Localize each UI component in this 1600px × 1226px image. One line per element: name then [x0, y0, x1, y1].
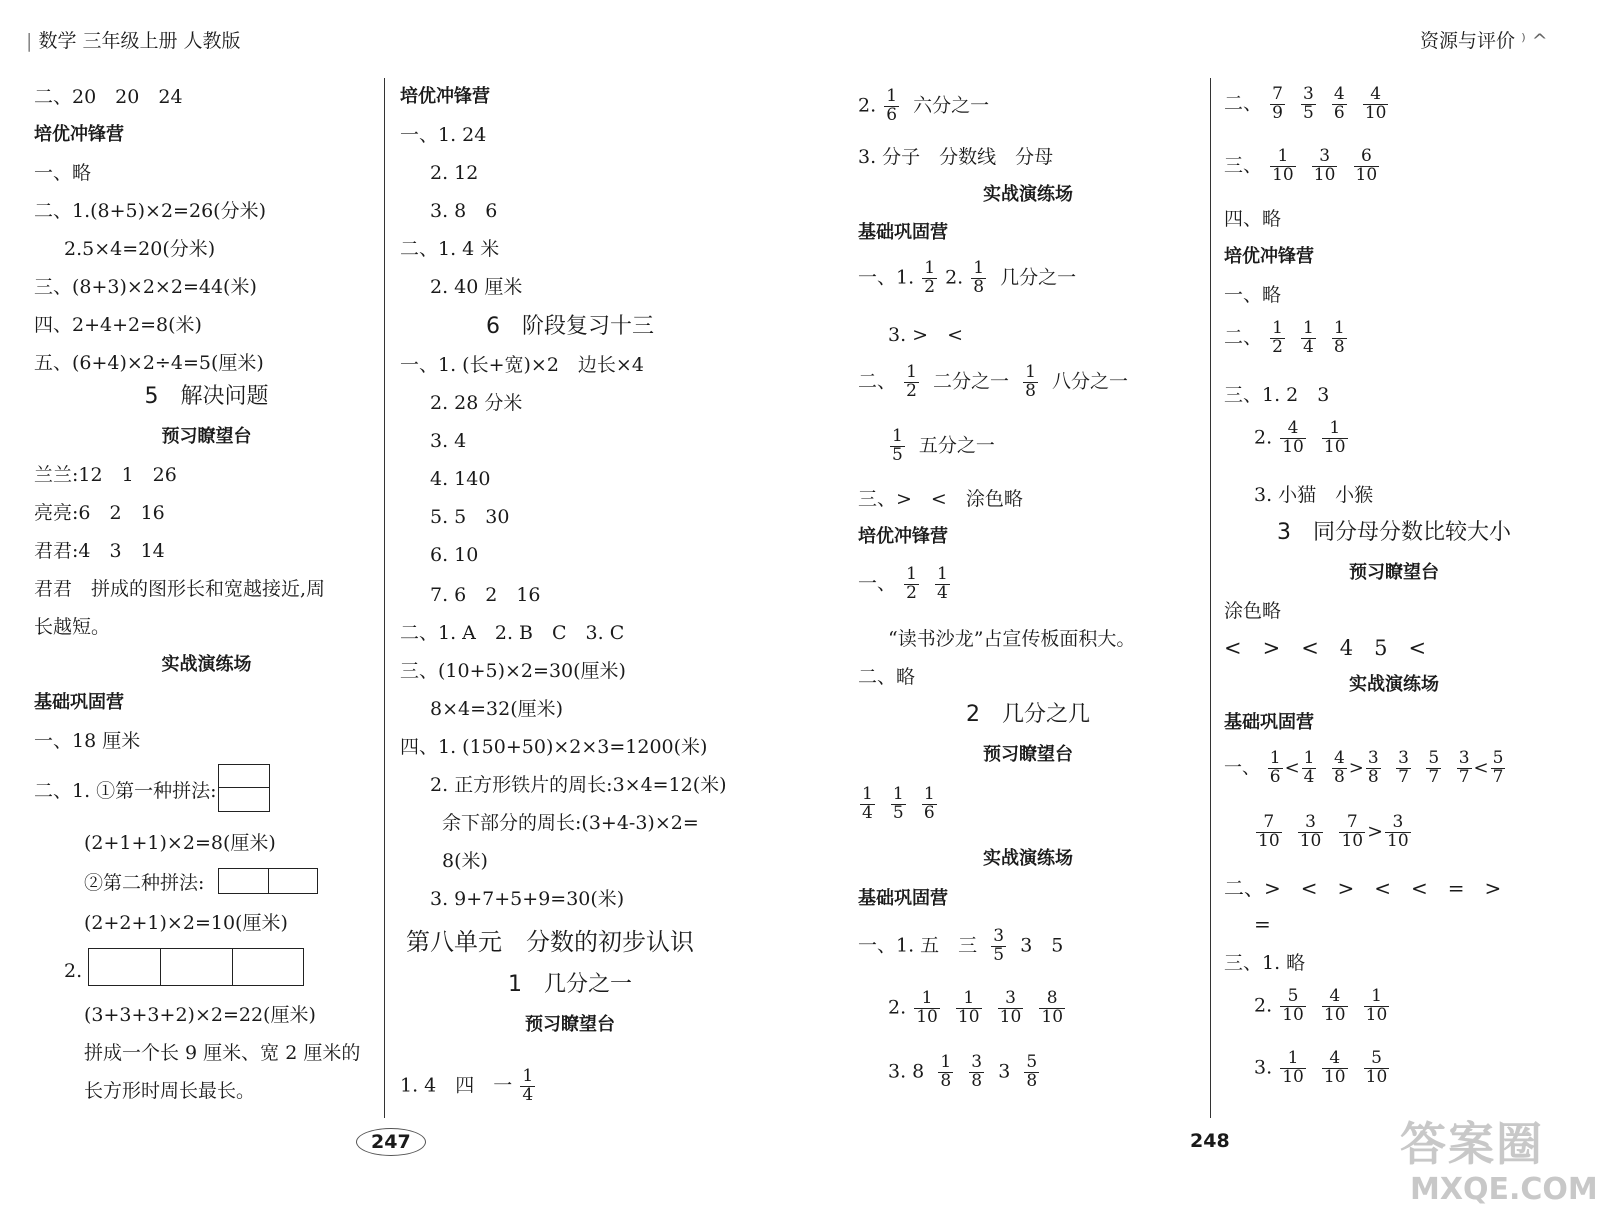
section-label: 实战演练场	[1349, 674, 1439, 695]
fraction: $\frac{3}{10}$	[1299, 812, 1322, 851]
line: 二、> < > < < = >	[1224, 876, 1502, 900]
line: 一、 $\frac{1}{6}$ < $\frac{1}{4}$ $\frac{4}{8}$ > $\frac{3}{8}$ $\frac{3}{7}$ $\frac{5}{7}$ $\frac{3}{7}$ < $\frac{5}{7}$	[1224, 748, 1504, 787]
fraction: $\frac{6}{10}$	[1355, 146, 1378, 185]
fraction: $\frac{3}{10}$	[1313, 146, 1336, 185]
line: 2. $\frac{4}{10}$ $\frac{1}{10}$	[1254, 418, 1346, 457]
line: (2+2+1)×2=10(厘米)	[84, 912, 288, 934]
line: 四、1. (150+50)×2×3=1200(米)	[400, 736, 708, 758]
column-divider-1	[384, 78, 385, 1118]
line: =	[1254, 912, 1271, 936]
line: 3. 4	[430, 430, 467, 452]
line: 8(米)	[442, 850, 488, 872]
fraction: $\frac{3}{8}$	[971, 1052, 983, 1091]
fraction: $\frac{5}{7}$	[1492, 748, 1504, 787]
fraction: $\frac{1}{6}$	[886, 86, 898, 125]
rect-divider	[268, 868, 269, 894]
fraction: $\frac{1}{8}$	[1333, 318, 1345, 357]
header-left: | 数学 三年级上册 人教版	[26, 30, 241, 52]
section-heading: 5 解决问题	[144, 384, 269, 409]
section-label: 预习瞭望台	[1349, 562, 1439, 583]
line: 2. 28 分米	[430, 392, 523, 414]
fraction: $\frac{1}{4}$	[936, 564, 948, 603]
section-label: 基础巩固营	[1224, 712, 1314, 733]
section-label: 预习瞭望台	[525, 1014, 615, 1035]
line: 三、> < 涂色略	[858, 488, 1023, 510]
fraction: $\frac{1}{6}$	[923, 784, 935, 823]
line: 3. $\frac{1}{10}$ $\frac{4}{10}$ $\frac{5}{10}$	[1254, 1048, 1388, 1087]
line: 一、略	[1224, 284, 1282, 306]
fraction: $\frac{1}{10}$	[1272, 146, 1294, 185]
line: 3. > <	[888, 324, 964, 346]
line: 余下部分的周长:(3+4-3)×2=	[442, 812, 699, 834]
fraction: $\frac{1}{2}$	[924, 258, 936, 297]
line: 8×4=32(厘米)	[430, 698, 564, 720]
line: 3. 分子 分数线 分母	[858, 146, 1054, 168]
section-label: 基础巩固营	[858, 222, 948, 243]
rect-divider	[232, 948, 233, 986]
fraction: $\frac{3}{8}$	[1367, 748, 1379, 787]
fraction: $\frac{1}{5}$	[892, 426, 903, 465]
line: 三、(10+5)×2=30(厘米)	[400, 660, 626, 682]
page-number-left: 247	[356, 1128, 426, 1156]
fraction: $\frac{4}{10}$	[1323, 1048, 1346, 1087]
line: 一、 $\frac{1}{2}$ $\frac{1}{4}$	[858, 564, 948, 603]
line: 长方形时周长最长。	[84, 1080, 256, 1102]
fraction: $\frac{5}{10}$	[1365, 1048, 1388, 1087]
fraction: $\frac{1}{8}$	[940, 1052, 952, 1091]
line: 一、1. 24	[400, 124, 487, 146]
line: 君君:4 3 14	[34, 540, 165, 562]
fraction: $\frac{1}{10}$	[957, 988, 980, 1027]
fraction: $\frac{1}{2}$	[906, 564, 917, 603]
section-label: 培优冲锋营	[1224, 246, 1314, 267]
line: (2+1+1)×2=8(厘米)	[84, 832, 276, 854]
line: 2. 正方形铁片的周长:3×4=12(米)	[430, 774, 727, 796]
line: “读书沙龙”占宣传板面积大。	[888, 628, 1136, 650]
fraction: $\frac{4}{8}$	[1333, 748, 1345, 787]
line: 一、1. (长+宽)×2 边长×4	[400, 354, 644, 376]
line: 亮亮:6 2 16	[34, 502, 165, 524]
watermark-logo: 答案圈	[1400, 1117, 1544, 1171]
line: 二、1. A 2. B C 3. C	[400, 622, 625, 644]
fraction: $\frac{5}{8}$	[1026, 1052, 1038, 1091]
section-label: 培优冲锋营	[34, 124, 124, 145]
line: 拼成一个长 9 厘米、宽 2 厘米的	[84, 1042, 361, 1064]
section-heading: 2 几分之几	[966, 702, 1090, 727]
line: 一、1. $\frac{1}{2}$ 2. $\frac{1}{8}$ 几分之一	[858, 258, 1077, 297]
section-label: 培优冲锋营	[858, 526, 948, 547]
section-label: 培优冲锋营	[400, 86, 490, 107]
fraction: $\frac{7}{10}$	[1258, 812, 1280, 851]
line: 长越短。	[34, 616, 111, 638]
line	[400, 1068, 537, 1105]
rect-divider	[218, 787, 270, 788]
line: 3. 小猫 小猴	[1254, 484, 1374, 506]
line: 二、 $\frac{1}{2}$ 二分之一 $\frac{1}{8}$ 八分之一	[858, 362, 1129, 401]
fraction: $\frac{3}{10}$	[999, 988, 1022, 1027]
line: 2. $\frac{1}{10}$ $\frac{1}{10}$ $\frac{3}{10}$ $\frac{8}{10}$	[888, 988, 1064, 1027]
fraction: $\frac{4}{10}$	[1282, 418, 1304, 457]
fraction: $\frac{1}{10}$	[1365, 986, 1388, 1025]
unit-heading: 第八单元 分数的初步认识	[406, 928, 694, 956]
line: $\frac{1}{5}$ 五分之一	[892, 426, 995, 465]
section-label: 实战演练场	[983, 184, 1073, 205]
header-right: 资源与评价 ⁾ ^	[1420, 30, 1548, 52]
line: (3+3+3+2)×2=22(厘米)	[84, 1004, 316, 1026]
fraction: $\frac{1}{6}$	[1269, 748, 1281, 787]
line: 7. 6 2 16	[430, 584, 541, 606]
line: 二、略	[858, 666, 916, 688]
section-label: 基础巩固营	[34, 692, 124, 713]
line: 2.5×4=20(分米)	[64, 238, 216, 260]
line: 2. 40 厘米	[430, 276, 523, 298]
line: 一、18 厘米	[34, 730, 141, 752]
fraction: $\frac{1}{10}$	[1282, 1048, 1304, 1087]
line: ②第二种拼法:	[84, 872, 205, 894]
fraction: $\frac{1}{4}$	[1303, 748, 1315, 787]
line: 一、略	[34, 162, 92, 184]
section-heading: 3 同分母分数比较大小	[1277, 520, 1511, 545]
line: 4. 140	[430, 468, 491, 490]
fraction: $\frac{1}{4}$	[522, 1066, 534, 1105]
rectangle-figure-1	[218, 764, 270, 812]
line: 二、 $\frac{1}{2}$ $\frac{1}{4}$ $\frac{1}{8}$	[1224, 318, 1345, 357]
line: < > < 4 5 <	[1224, 636, 1427, 660]
line: 3. 9+7+5+9=30(米)	[430, 888, 625, 910]
line: 3. 8 6	[430, 200, 498, 222]
section-label: 实战演练场	[983, 848, 1073, 869]
line: 二、20 20 24	[34, 86, 183, 108]
line: 2. $\frac{5}{10}$ $\frac{4}{10}$ $\frac{1}{10}$	[1254, 986, 1388, 1025]
line: 3. 8 $\frac{1}{8}$ $\frac{3}{8}$ 3 $\frac{5}{8}$	[888, 1052, 1038, 1091]
fraction: $\frac{1}{2}$	[906, 362, 917, 401]
fraction: $\frac{4}{10}$	[1323, 986, 1346, 1025]
line: 三、1. 略	[1224, 952, 1306, 974]
fraction: $\frac{1}{10}$	[916, 988, 938, 1027]
line: 兰兰:12 1 26	[34, 464, 177, 486]
fraction: $\frac{3}{10}$	[1387, 812, 1409, 851]
line: 5. 5 30	[430, 506, 510, 528]
line	[858, 786, 939, 823]
fraction: $\frac{3}{5}$	[1302, 84, 1314, 123]
line: 一、1. 五 三 $\frac{3}{5}$ 3 5	[858, 926, 1064, 965]
fraction: $\frac{1}{4}$	[862, 784, 873, 823]
page-number-right: 248	[1190, 1130, 1230, 1152]
fraction: $\frac{1}{5}$	[892, 784, 904, 823]
fraction: $\frac{3}{7}$	[1458, 748, 1470, 787]
fraction: $\frac{3}{5}$	[993, 926, 1005, 965]
line: 三、1. 2 3	[1224, 384, 1330, 406]
line: $\frac{7}{10}$ $\frac{3}{10}$ $\frac{7}{10}$ > $\frac{3}{10}$	[1258, 812, 1409, 851]
section-heading: 6 阶段复习十三	[486, 314, 654, 339]
section-label: 基础巩固营	[858, 888, 948, 909]
rectangle-figure-3	[88, 948, 304, 986]
line: 6. 10	[430, 544, 479, 566]
line: 四、略	[1224, 208, 1282, 230]
fraction: $\frac{8}{10}$	[1041, 988, 1064, 1027]
line: 三、 $\frac{1}{10}$ $\frac{3}{10}$ $\frac{6}{10}$	[1224, 146, 1378, 185]
line: 二、1. 4 米	[400, 238, 500, 260]
line: 二、1.(8+5)×2=26(分米)	[34, 200, 266, 222]
fraction: $\frac{1}{10}$	[1323, 418, 1346, 457]
section-label: 预习瞭望台	[983, 744, 1073, 765]
line: 二、1. ①第一种拼法:	[34, 780, 217, 802]
line: 涂色略	[1224, 600, 1282, 622]
section-heading: 1 几分之一	[508, 972, 632, 997]
fraction: $\frac{1}{8}$	[973, 258, 985, 297]
line: 2.	[64, 960, 83, 982]
fraction: $\frac{5}{7}$	[1428, 748, 1440, 787]
fraction: $\frac{5}{10}$	[1282, 986, 1304, 1025]
fraction: $\frac{7}{10}$	[1341, 812, 1364, 851]
line: 2. $\frac{1}{6}$ 六分之一	[858, 86, 990, 125]
line: 二、 $\frac{7}{9}$ $\frac{3}{5}$ $\frac{4}{6}$ $\frac{4}{10}$	[1224, 84, 1387, 123]
section-label: 预习瞭望台	[161, 426, 252, 447]
line: 君君 拼成的图形长和宽越接近,周	[34, 578, 326, 600]
fraction: $\frac{3}{7}$	[1398, 748, 1409, 787]
fraction: $\frac{1}{2}$	[1272, 318, 1283, 357]
line: 四、2+4+2=8(米)	[34, 314, 202, 336]
watermark-url: MXQE.COM	[1410, 1172, 1598, 1207]
line: 三、(8+3)×2×2=44(米)	[34, 276, 257, 298]
rect-divider	[160, 948, 161, 986]
column-divider-3	[1210, 78, 1211, 1118]
section-label: 实战演练场	[161, 654, 252, 675]
fraction: $\frac{4}{10}$	[1364, 84, 1387, 123]
fraction: $\frac{1}{4}$	[1302, 318, 1314, 357]
answer-text: 1. 4 四 一	[400, 1074, 513, 1097]
fraction: $\frac{1}{8}$	[1025, 362, 1036, 401]
line: 2. 12	[430, 162, 479, 184]
fraction: $\frac{4}{6}$	[1333, 84, 1345, 123]
fraction: $\frac{7}{9}$	[1272, 84, 1283, 123]
line: 五、(6+4)×2÷4=5(厘米)	[34, 352, 264, 374]
